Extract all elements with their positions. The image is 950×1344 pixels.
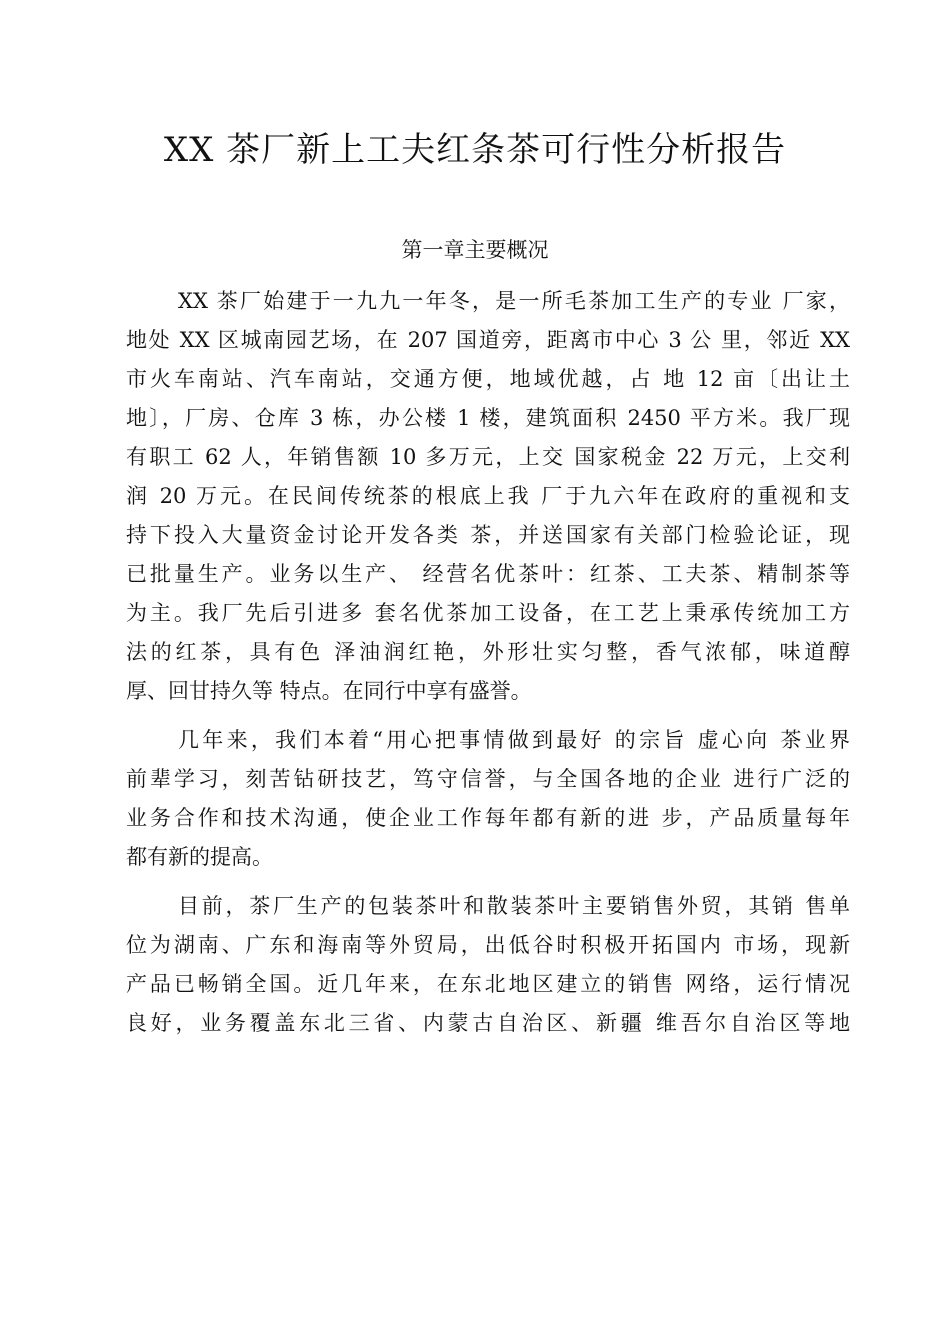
text-line: 位为湖南、广东和海南等外贸局，出低谷时积极开拓国内 市场，现新 — [126, 933, 850, 957]
text-line: 地〕，厂房、仓库 3 栋，办公楼 1 楼，建筑面积 2450 平方米。我厂现 — [126, 406, 850, 430]
text-line: 地处 XX 区城南园艺场，在 207 国道旁，距离市中心 3 公 里，邻近 XX — [126, 328, 850, 352]
text-line: 前辈学习，刻苦钻研技艺，笃守信誉，与全国各地的企业 进行广泛的 — [126, 767, 850, 791]
text-line: 已批量生产。业务以生产、 经营名优茶叶：红茶、工夫茶、精制茶等 — [126, 562, 850, 586]
text-line: 厚、回甘持久等 特点。在同行中享有盛誉。 — [126, 679, 532, 703]
text-line: 产品已畅销全国。近几年来，在东北地区建立的销售 网络，运行情况 — [126, 972, 850, 996]
text-line: 持下投入大量资金讨论开发各类 茶，并送国家有关部门检验论证，现 — [126, 523, 850, 547]
paragraph — [126, 887, 850, 1043]
text-line: 几年来，我们本着“用心把事情做到最好 的宗旨 虚心向 茶业界 — [178, 728, 850, 752]
paragraph — [126, 721, 850, 877]
text-line: 市火车南站、汽车南站，交通方便，地域优越，占 地 12 亩〔出让土 — [126, 367, 850, 391]
text-line: 都有新的提高。 — [126, 845, 273, 869]
text-line: XX 茶厂始建于一九九一年冬，是一所毛茶加工生产的专业 厂家， — [178, 289, 850, 313]
text-line: 业务合作和技术沟通，使企业工作每年都有新的进 步，产品质量每年 — [126, 806, 850, 830]
text-line: 为主。我厂先后引进多 套名优茶加工设备，在工艺上秉承传统加工方 — [126, 601, 850, 625]
text-line: 目前，茶厂生产的包装茶叶和散装茶叶主要销售外贸，其销 售单 — [178, 894, 850, 918]
text-line: 法的红茶，具有色 泽油润红艳，外形壮实匀整，香气浓郁，味道醇 — [126, 640, 850, 664]
text-line: 良好，业务覆盖东北三省、内蒙古自治区、新疆 维吾尔自治区等地 — [126, 1011, 850, 1035]
paragraph — [126, 282, 850, 711]
text-line: 有职工 62 人，年销售额 10 多万元，上交 国家税金 22 万元，上交利 — [126, 445, 850, 469]
body-text — [126, 282, 850, 1043]
document-title: XX 茶厂新上工夫红条茶可行性分析报告 — [163, 130, 787, 170]
text-line: 润 20 万元。在民间传统茶的根底上我 厂于九六年在政府的重视和支 — [126, 484, 850, 508]
chapter-heading: 第一章主要概况 — [401, 238, 549, 262]
